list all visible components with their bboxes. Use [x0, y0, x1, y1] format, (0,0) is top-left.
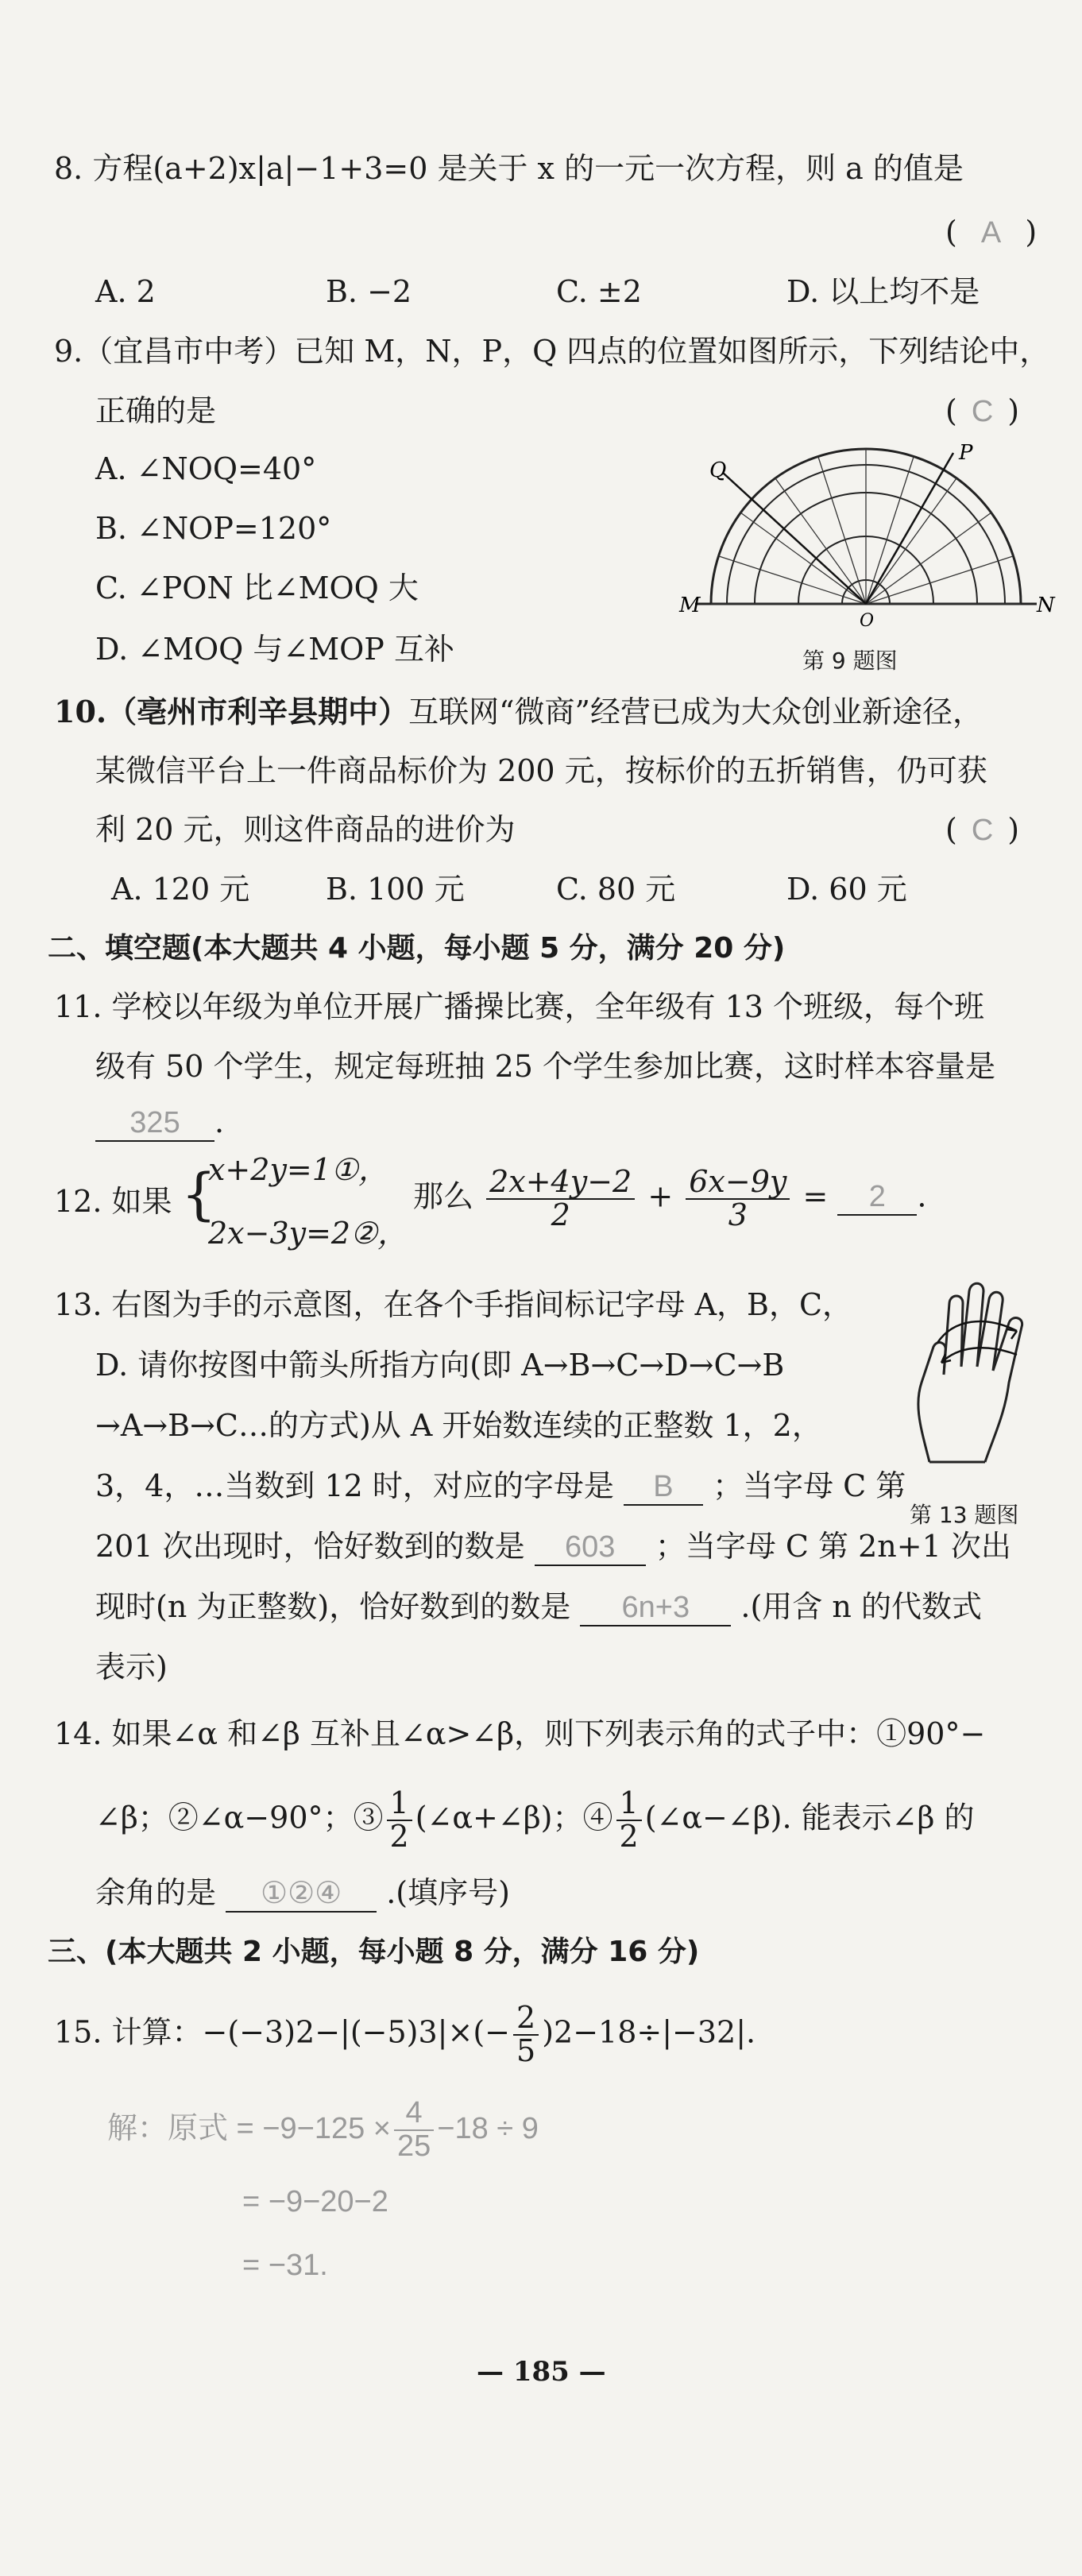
q13-line7: 表示) [95, 1650, 168, 1684]
hand-figure [898, 1271, 1057, 1486]
q15-solution-line2: = −9−20−2 [242, 2185, 388, 2218]
q10-option-d: D. 60 元 [786, 872, 907, 907]
q9-option-a: A. ∠NOQ=40° [95, 451, 317, 486]
q12-equation-1: x+2y=1①， [208, 1152, 388, 1187]
q15-solution-line3: = −31. [242, 2249, 328, 2282]
q8-answer-parens: ( A ) [945, 215, 1038, 249]
q12-answer: 2 [837, 1181, 917, 1216]
q10-answer: C [971, 814, 994, 847]
q8-option-c: C. ±2 [556, 274, 642, 309]
q8-option-a: A. 2 [95, 274, 156, 309]
point-n-label: N [1037, 594, 1055, 617]
q12-system-brace: { [181, 1162, 217, 1227]
point-p-label: P [959, 441, 973, 465]
q12-equation-2: 2x−3y=2②， [208, 1216, 408, 1251]
q13-answer-2: 603 [535, 1531, 646, 1566]
q13-line2: D. 请你按图中箭头所指方向(即 A→B→C→D→C→B [95, 1348, 785, 1383]
point-m-label: M [679, 594, 701, 617]
q13-answer-1: B [624, 1471, 703, 1506]
q10-line1: 10.（亳州市利辛县期中）互联网“微商”经营已成为大众创业新途径， [54, 694, 983, 729]
q13-line6: 现时(n 为正整数)，恰好数到的数是 6n+3 .(用含 n 的代数式 [95, 1589, 982, 1626]
q10-option-b: B. 100 元 [326, 872, 465, 907]
q8-answer: A [980, 216, 1002, 249]
q10-line2: 某微信平台上一件商品标价为 200 元，按标价的五折销售，仍可获 [95, 753, 987, 788]
q14-answer: ①②④ [226, 1878, 377, 1913]
q11-answer: 325 [95, 1107, 214, 1142]
q9-option-d: D. ∠MOQ 与∠MOP 互补 [95, 632, 454, 667]
q13-answer-3: 6n+3 [580, 1592, 731, 1626]
q9-option-c: C. ∠PON 比∠MOQ 大 [95, 571, 419, 605]
q8-stem: 8. 方程(a+2)x|a|−1+3=0 是关于 x 的一元一次方程，则 a 的值是 [54, 151, 964, 186]
q13-line5: 201 次出现时，恰好数到的数是 603 ；当字母 C 第 2n+1 次出 [95, 1529, 1011, 1566]
q13-line3: →A→B→C…的方式)从 A 开始数连续的正整数 1，2， [95, 1408, 822, 1443]
q9-stem: 9.（宜昌市中考）已知 M，N，P，Q 四点的位置如图所示，下列结论中， [54, 334, 1050, 369]
q12-expression: 那么 $\frac{2x+4y-2}{2}$ + $\frac{6x-9y}{3}$ = 2 . [413, 1164, 927, 1232]
q13-line1: 13. 右图为手的示意图，在各个手指间标记字母 A，B，C， [54, 1287, 853, 1322]
q11-line1: 11. 学校以年级为单位开展广播操比赛，全年级有 13 个班级，每个班 [54, 989, 985, 1024]
q9-answer-parens: ( C ) [945, 393, 1020, 428]
q11-line2: 级有 50 个学生，规定每班抽 25 个学生参加比赛，这时样本容量是 [95, 1049, 996, 1084]
q8-option-d: D. 以上均不是 [786, 274, 980, 309]
q10-answer-parens: ( C ) [945, 812, 1020, 847]
section-3-heading: 三、(本大题共 2 小题，每小题 8 分，满分 16 分) [48, 1936, 700, 1968]
section-2-heading: 二、填空题(本大题共 4 小题，每小题 5 分，满分 20 分) [48, 932, 786, 965]
q14-line3: 余角的是 ①②④ .(填序号) [95, 1875, 510, 1913]
q9-figure-caption: 第 9 题图 [802, 648, 898, 674]
q14-line1: 14. 如果∠α 和∠β 互补且∠α>∠β，则下列表示角的式子中：①90°− [54, 1716, 986, 1751]
protractor-figure [679, 441, 1055, 631]
q10-option-a: A. 120 元 [111, 872, 250, 907]
q14-line2: ∠β；②∠α−90°；③ $\frac{1}{2}$ (∠α+∠β)；④ $\frac{1}{2}$ (∠α−∠β). 能表示∠β 的 [95, 1785, 975, 1854]
q13-line4: 3，4，…当数到 12 时，对应的字母是 B ；当字母 C 第 [95, 1468, 906, 1506]
point-q-label: Q [709, 458, 727, 482]
q9-answer: C [971, 395, 994, 428]
q15-stem: 15. 计算：−(−3)2−|(−5)3|×(− $\frac{2}{5}$ )2−18÷|−32|. [54, 2000, 756, 2068]
point-o-label: O [860, 611, 875, 631]
q10-line3: 利 20 元，则这件商品的进价为 [95, 812, 516, 847]
q8-option-b: B. −2 [326, 274, 412, 309]
q13-figure-caption: 第 13 题图 [910, 1502, 1019, 1528]
q15-solution-line1: 解：原式 = −9−125 × $\frac{4}{25}$ −18 ÷ 9 [107, 2096, 539, 2163]
page-number: — 185 — [477, 2356, 606, 2388]
q10-option-c: C. 80 元 [556, 872, 676, 907]
q9-option-b: B. ∠NOP=120° [95, 511, 332, 546]
q12-prefix: 12. 如果 [54, 1184, 172, 1219]
q9-stem-2: 正确的是 [95, 393, 217, 428]
q11-answer-line: 325 . [95, 1104, 224, 1142]
